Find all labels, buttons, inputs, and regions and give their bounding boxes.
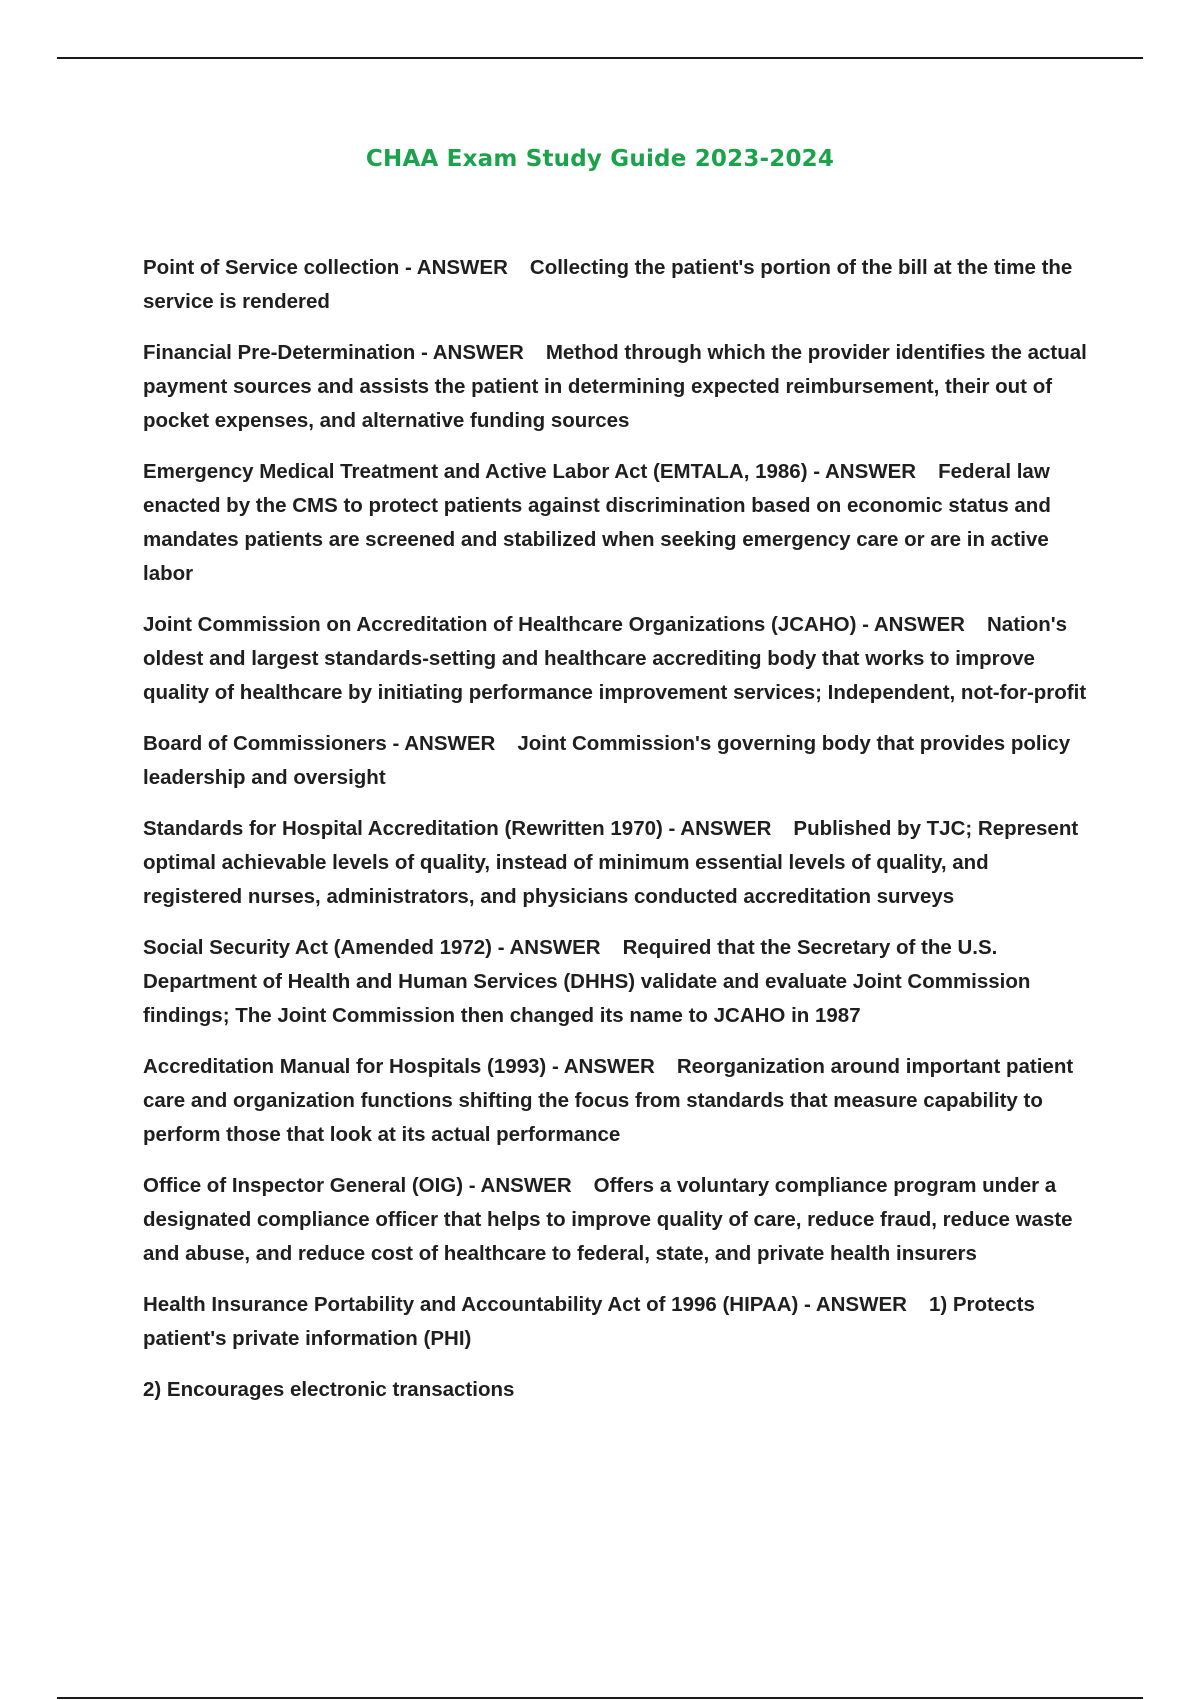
entry-definition: Reorganization around important patient care and organization functions shifting the focus from standards that measure capability to perform those that look at its actual performance xyxy=(143,1055,1074,1146)
entry-definition: Federal law enacted by the CMS to protect patients against discrimination based on economic status and mandates patients are screened and stabilized when seeking emergency care or are in active labor xyxy=(143,460,1051,585)
entry-definition: Method through which the provider identifies the actual payment sources and assists the patient in determining expected reimbursement, their out of pocket expenses, and alternative funding sources xyxy=(143,341,1087,432)
entry-definition: 1) Protects patient's private information (PHI) xyxy=(143,1293,1035,1350)
entry-financial-pre-determination xyxy=(143,336,1093,438)
entry-term: Health Insurance Portability and Accountability Act of 1996 (HIPAA) - ANSWER xyxy=(143,1293,907,1316)
entry-term: Financial Pre-Determination - ANSWER xyxy=(143,341,524,364)
entry-jcaho xyxy=(143,608,1093,710)
entry-definition: Offers a voluntary compliance program under a designated compliance officer that helps to improve quality of care, reduce fraud, reduce waste and abuse, and reduce cost of healthcare to federal, state, and private health insurers xyxy=(143,1174,1073,1265)
entry-term: Social Security Act (Amended 1972) - ANSWER xyxy=(143,936,601,959)
page-title: CHAA Exam Study Guide 2023-2024 xyxy=(365,146,835,172)
entry-hipaa xyxy=(143,1288,1093,1356)
entry-hipaa-continuation: 2) Encourages electronic transactions xyxy=(143,1378,515,1401)
entry-definition: Required that the Secretary of the U.S. Department of Health and Human Services (DHHS) validate and evaluate Joint Commission findings; The Joint Commission then changed its name to JCAHO in 1987 xyxy=(143,936,1031,1027)
entry-emtala xyxy=(143,455,1093,591)
entry-term: Emergency Medical Treatment and Active Labor Act (EMTALA, 1986) - ANSWER xyxy=(143,460,917,483)
top-rule xyxy=(57,57,1143,59)
entry-accreditation-manual xyxy=(143,1050,1093,1152)
entry-term: Joint Commission on Accreditation of Healthcare Organizations (JCAHO) - ANSWER xyxy=(143,613,965,636)
entry-oig xyxy=(143,1169,1093,1271)
study-guide-content xyxy=(143,251,1093,1424)
bottom-rule xyxy=(57,1697,1143,1699)
entry-term: Accreditation Manual for Hospitals (1993) - ANSWER xyxy=(143,1055,655,1078)
entry-definition: Collecting the patient's portion of the bill at the time the service is rendered xyxy=(143,256,1073,313)
entry-term: Standards for Hospital Accreditation (Rewritten 1970) - ANSWER xyxy=(143,817,772,840)
entry-term: Office of Inspector General (OIG) - ANSWER xyxy=(143,1174,572,1197)
entry-social-security-act xyxy=(143,931,1093,1033)
entry-definition: Nation's oldest and largest standards-setting and healthcare accrediting body that works to improve quality of healthcare by initiating performance improvement services; Independent, not-for-profit xyxy=(143,613,1087,704)
entry-board-of-commissioners xyxy=(143,727,1093,795)
entry-definition: Joint Commission's governing body that provides policy leadership and oversight xyxy=(143,732,1071,789)
entry-point-of-service xyxy=(143,251,1093,319)
entry-term: Board of Commissioners - ANSWER xyxy=(143,732,496,755)
entry-term: Point of Service collection - ANSWER xyxy=(143,256,508,279)
entry-standards-hospital-accreditation xyxy=(143,812,1093,914)
entry-definition: Published by TJC; Represent optimal achievable levels of quality, instead of minimum essential levels of quality, and registered nurses, administrators, and physicians conducted accreditation surveys xyxy=(143,817,1079,908)
